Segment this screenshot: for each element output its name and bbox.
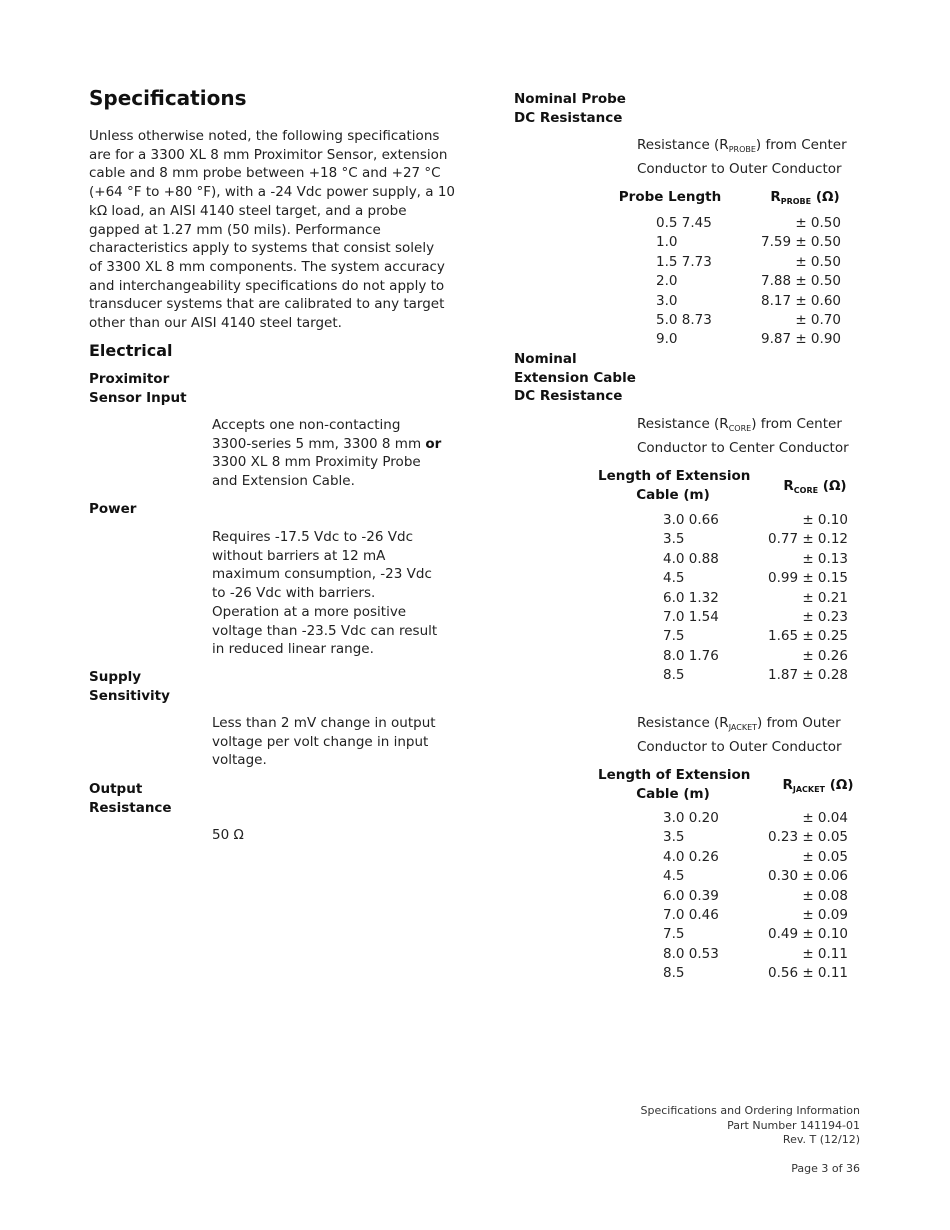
desc-text: Resistance (R	[637, 715, 729, 731]
desc-line: Conductor to Center Conductor	[637, 439, 849, 456]
table-header-r-jacket	[768, 776, 868, 800]
table-cell-length: 2.0	[656, 273, 678, 290]
desc-line: voltage than -23.5 Vdc can result	[212, 622, 438, 639]
probe-resistance-table	[656, 214, 841, 350]
label-line: Nominal	[514, 351, 577, 367]
table-cell-resistance: 0.30 ± 0.06	[767, 868, 848, 885]
desc-text: ) from Outer	[757, 715, 841, 731]
spec-desc-probe-resistance	[637, 136, 847, 178]
desc-line: to -26 Vdc with barriers.	[212, 585, 376, 602]
desc-line: 3300 XL 8 mm Proximity Probe	[212, 454, 421, 471]
desc-line: Accepts one non-contacting	[212, 417, 401, 433]
spec-label-proximitor-input	[89, 370, 187, 407]
table-cell-resistance: ± 0.26	[802, 647, 848, 664]
label-line: DC Resistance	[514, 388, 623, 405]
desc-emphasis: or	[425, 435, 442, 452]
table-cell-length: 8.5	[663, 667, 685, 684]
table-cell-resistance: ± 0.09	[802, 906, 848, 923]
page-number: Page 3 of 36	[791, 1162, 860, 1175]
header-line: Length of Extension	[598, 767, 751, 783]
table-cell-resistance: ± 0.23	[802, 608, 848, 625]
label-line: Proximitor	[89, 371, 170, 387]
table-cell-resistance: 0.49 ± 0.10	[767, 926, 848, 943]
header-subscript: JACKET	[792, 785, 826, 794]
table-cell-length: 6.0 0.39	[663, 887, 719, 904]
intro-line: are for a 3300 XL 8 mm Proximitor Sensor, extension	[89, 146, 448, 163]
table-cell-resistance: ± 0.05	[802, 848, 848, 865]
table-row	[663, 608, 848, 627]
table-cell-length: 4.5	[663, 570, 685, 587]
desc-line: 50 Ω	[212, 827, 244, 843]
desc-line: voltage per volt change in input	[212, 733, 429, 750]
table-cell-length: 4.0 0.26	[663, 848, 719, 865]
intro-line: other than our AISI 4140 steel target.	[89, 315, 342, 332]
desc-text: Resistance (R	[637, 137, 729, 153]
header-line	[760, 188, 850, 212]
intro-line: transducer systems that are calibrated to any target	[89, 296, 445, 313]
table-row	[663, 666, 848, 685]
footer-line: Part Number 141194-01	[727, 1118, 860, 1132]
header-line	[770, 477, 860, 501]
table-cell-resistance: 1.87 ± 0.28	[767, 667, 848, 684]
label-line: Nominal Probe	[514, 91, 626, 107]
footer-line: Specifications and Ordering Information	[640, 1104, 860, 1117]
table-cell-resistance: 0.56 ± 0.11	[767, 965, 848, 982]
header-text: R	[782, 777, 793, 793]
table-cell-length: 8.0 0.53	[663, 945, 719, 962]
table-cell-resistance: 0.99 ± 0.15	[767, 570, 848, 587]
table-header-cable-length	[598, 467, 751, 504]
table-cell-resistance: 1.65 ± 0.25	[767, 628, 848, 645]
desc-line: Conductor to Outer Conductor	[637, 738, 842, 755]
table-header-cable-length	[598, 766, 751, 803]
header-line: Cable (m)	[636, 486, 710, 503]
intro-paragraph	[89, 127, 456, 333]
table-cell-length: 3.5	[663, 531, 685, 548]
table-row	[656, 330, 841, 349]
table-cell-resistance: 0.23 ± 0.05	[767, 829, 848, 846]
label-line: Supply	[89, 669, 142, 685]
desc-subscript: CORE	[728, 424, 752, 433]
desc-text: ) from Center	[751, 416, 842, 432]
table-row	[663, 906, 848, 925]
table-cell-resistance: ± 0.50	[795, 253, 841, 270]
header-line: Cable (m)	[636, 785, 710, 802]
spec-label-output-resistance	[89, 780, 172, 817]
table-cell-resistance: ± 0.70	[795, 311, 841, 328]
table-cell-resistance: 7.59 ± 0.50	[760, 234, 841, 251]
table-cell-resistance: ± 0.04	[802, 810, 848, 826]
table-row	[656, 311, 841, 330]
desc-line	[212, 435, 441, 454]
label-line: Power	[89, 501, 137, 517]
table-cell-resistance: 0.77 ± 0.12	[767, 531, 848, 548]
spec-desc-core-resistance	[637, 415, 849, 457]
table-cell-length: 6.0 1.32	[663, 589, 719, 606]
table-cell-length: 7.0 0.46	[663, 906, 719, 923]
spec-desc-jacket-resistance	[637, 714, 842, 756]
table-row	[656, 233, 841, 252]
table-cell-length: 3.0	[656, 292, 678, 309]
core-resistance-table	[663, 511, 848, 686]
table-cell-resistance: 7.88 ± 0.50	[760, 273, 841, 290]
table-cell-length: 7.5	[663, 926, 685, 943]
table-cell-length: 4.5	[663, 868, 685, 885]
table-cell-length: 3.0 0.66	[663, 512, 719, 528]
table-cell-resistance: ± 0.08	[802, 887, 848, 904]
table-cell-length: 5.0 8.73	[656, 311, 712, 328]
table-row	[663, 589, 848, 608]
table-row	[663, 925, 848, 944]
desc-line: maximum consumption, -23 Vdc	[212, 566, 432, 583]
table-row	[663, 530, 848, 549]
spec-label-cable-resistance	[514, 350, 636, 406]
table-cell-length: 8.5	[663, 965, 685, 982]
header-text: R	[783, 478, 794, 494]
desc-subscript: JACKET	[728, 723, 758, 732]
table-row	[663, 809, 848, 828]
desc-line: voltage.	[212, 752, 267, 769]
label-line: Resistance	[89, 799, 172, 816]
table-row	[663, 828, 848, 847]
label-line: Extension Cable	[514, 369, 636, 386]
header-subscript: CORE	[793, 486, 819, 495]
spec-label-probe-resistance	[514, 90, 626, 127]
table-cell-length: 4.0 0.88	[663, 550, 719, 567]
desc-line: and Extension Cable.	[212, 473, 355, 490]
page-title: Specifications	[89, 86, 247, 110]
header-line	[768, 776, 868, 800]
desc-line: Operation at a more positive	[212, 603, 407, 620]
desc-line: without barriers at 12 mA	[212, 547, 386, 564]
desc-text: 3300-series 5 mm, 3300 8 mm	[212, 435, 426, 452]
spec-desc-power	[212, 528, 437, 659]
desc-line: in reduced linear range.	[212, 641, 374, 658]
table-cell-length: 7.0 1.54	[663, 608, 719, 625]
table-row	[663, 627, 848, 646]
label-line: Sensitivity	[89, 687, 170, 704]
table-cell-resistance: ± 0.13	[802, 550, 848, 567]
table-cell-resistance: 9.87 ± 0.90	[760, 331, 841, 348]
table-row	[656, 214, 841, 233]
desc-line: Less than 2 mV change in output	[212, 715, 436, 731]
table-row	[663, 511, 848, 530]
label-line: Sensor Input	[89, 389, 187, 406]
table-row	[656, 272, 841, 291]
table-cell-resistance: ± 0.11	[802, 945, 848, 962]
table-cell-length: 8.0 1.76	[663, 647, 719, 664]
desc-text: ) from Center	[755, 137, 847, 153]
table-row	[663, 550, 848, 569]
table-row	[656, 253, 841, 272]
header-text: (Ω)	[825, 777, 854, 793]
section-heading-electrical: Electrical	[89, 341, 173, 360]
desc-line: Requires -17.5 Vdc to -26 Vdc	[212, 529, 413, 545]
desc-line	[637, 415, 849, 439]
table-cell-resistance: ± 0.21	[802, 589, 848, 606]
desc-line	[637, 714, 842, 738]
footer-line: Rev. T (12/12)	[782, 1133, 860, 1146]
header-subscript: PROBE	[780, 197, 812, 206]
spec-label-supply-sensitivity	[89, 668, 170, 705]
spec-desc-supply-sensitivity	[212, 714, 436, 770]
table-cell-length: 1.0	[656, 234, 678, 251]
desc-line	[637, 136, 847, 160]
label-line: DC Resistance	[514, 109, 623, 126]
table-row	[663, 867, 848, 886]
spec-desc-output-resistance	[212, 826, 244, 845]
label-line: Output	[89, 781, 143, 797]
table-cell-length: 7.5	[663, 628, 685, 645]
table-header-r-core	[770, 477, 860, 501]
table-row	[663, 569, 848, 588]
table-row	[663, 848, 848, 867]
table-row	[663, 945, 848, 964]
footer-info	[641, 1104, 860, 1148]
header-line: Length of Extension	[598, 468, 751, 484]
header-text: (Ω)	[818, 478, 847, 494]
header-text: R	[770, 189, 781, 205]
intro-line: kΩ load, an AISI 4140 steel target, and a probe	[89, 202, 407, 219]
table-row	[663, 964, 848, 983]
intro-line: and interchangeability specifications do not apply to	[89, 277, 445, 294]
table-cell-resistance: 8.17 ± 0.60	[760, 292, 841, 309]
spec-label-power	[89, 500, 136, 519]
table-cell-resistance: ± 0.50	[795, 215, 841, 231]
intro-line: characteristics apply to systems that consist solely	[89, 240, 435, 257]
table-cell-length: 0.5 7.45	[656, 215, 712, 231]
intro-line: Unless otherwise noted, the following specifications	[89, 128, 440, 144]
table-row	[656, 292, 841, 311]
header-text: (Ω)	[811, 189, 840, 205]
desc-line: Conductor to Outer Conductor	[637, 160, 842, 177]
table-header-r-probe	[760, 188, 850, 212]
spec-desc-proximitor-input	[212, 416, 441, 491]
table-cell-length: 9.0	[656, 331, 678, 348]
desc-text: Resistance (R	[637, 416, 729, 432]
table-cell-length: 3.5	[663, 829, 685, 846]
table-row	[663, 647, 848, 666]
jacket-resistance-table	[663, 809, 848, 984]
desc-subscript: PROBE	[728, 145, 756, 154]
intro-line: (+64 °F to +80 °F), with a -24 Vdc power supply, a 10	[89, 184, 456, 201]
table-cell-length: 1.5 7.73	[656, 253, 712, 270]
table-row	[663, 887, 848, 906]
table-cell-resistance: ± 0.10	[802, 512, 848, 528]
intro-line: of 3300 XL 8 mm components. The system accuracy	[89, 258, 445, 275]
intro-line: cable and 8 mm probe between +18 °C and +27 °C	[89, 165, 441, 182]
table-header-probe-length: Probe Length	[618, 189, 722, 205]
intro-line: gapped at 1.27 mm (50 mils). Performance	[89, 221, 381, 238]
table-cell-length: 3.0 0.20	[663, 810, 719, 826]
